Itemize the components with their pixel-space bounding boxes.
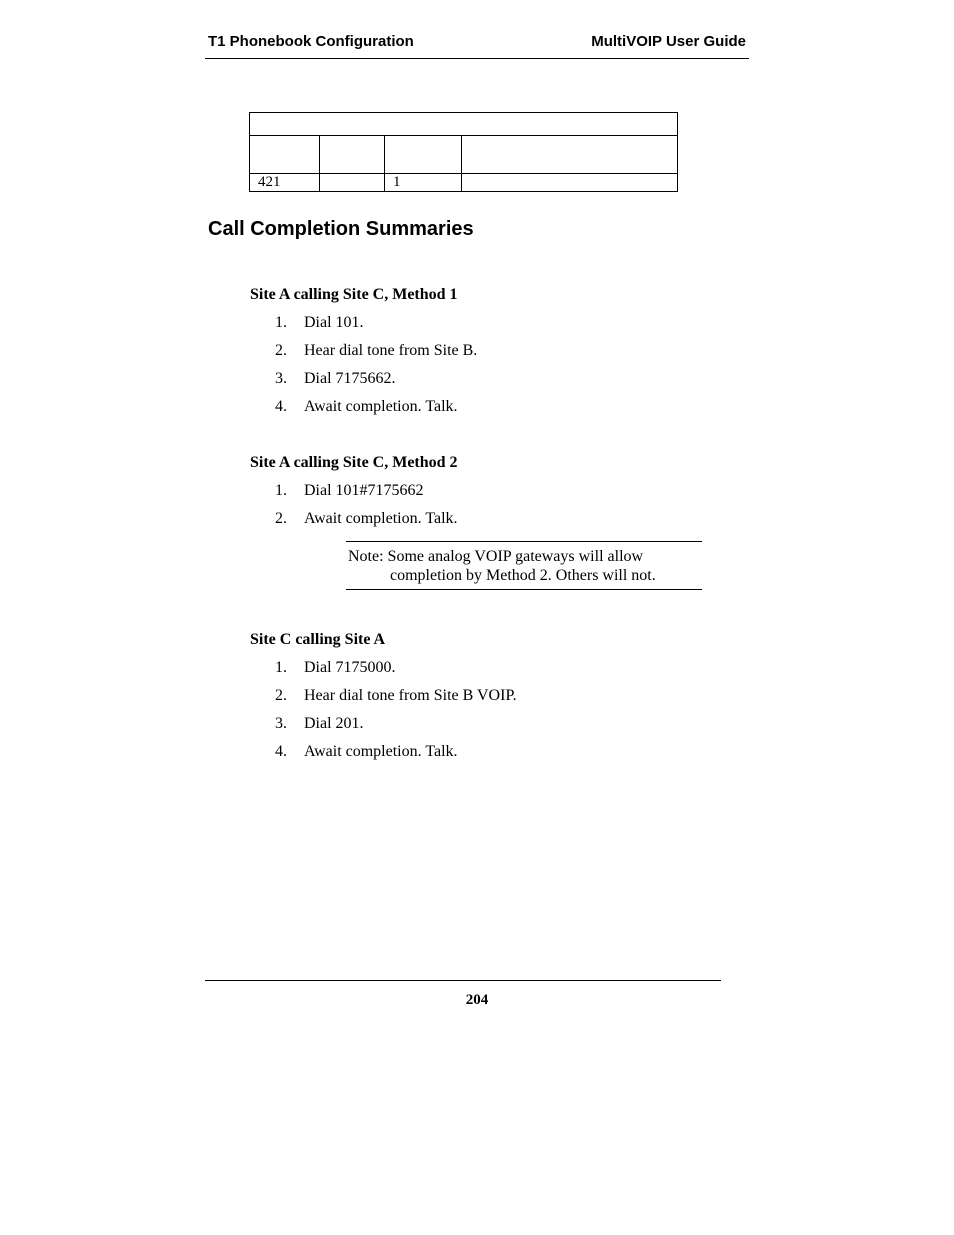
table-cell xyxy=(462,174,678,192)
note-line: Note: Some analog VOIP gateways will allow xyxy=(348,548,644,565)
list-number: 3. xyxy=(275,715,287,732)
phonebook-table xyxy=(249,112,678,192)
list-text: Dial 7175000. xyxy=(304,659,396,676)
table-row xyxy=(250,174,678,192)
list-item xyxy=(275,342,477,360)
table-cell xyxy=(320,136,385,174)
list-text: Dial 101. xyxy=(304,314,364,331)
list-number: 2. xyxy=(275,687,287,704)
list-text: Hear dial tone from Site B VOIP. xyxy=(304,687,517,704)
running-header-book-title: MultiVOIP User Guide xyxy=(591,33,746,50)
list-number: 1. xyxy=(275,659,287,676)
list-number: 1. xyxy=(275,482,287,499)
footer-rule xyxy=(205,980,721,981)
note-top-rule xyxy=(346,541,702,542)
list-number: 1. xyxy=(275,314,287,331)
list-item xyxy=(275,398,458,416)
note-line: completion by Method 2. Others will not. xyxy=(390,567,656,584)
list-number: 2. xyxy=(275,510,287,527)
page-number: 204 xyxy=(465,992,489,1008)
table-cell: 421 xyxy=(250,174,320,192)
header-rule xyxy=(205,58,749,59)
table-cell xyxy=(320,174,385,192)
list-item xyxy=(275,370,396,388)
list-text: Dial 7175662. xyxy=(304,370,396,387)
procedure-heading: Site A calling Site C, Method 2 xyxy=(250,454,458,471)
list-text: Dial 101#7175662 xyxy=(304,482,424,499)
list-item xyxy=(275,687,517,705)
list-item xyxy=(275,715,364,733)
list-item xyxy=(275,510,458,528)
list-number: 3. xyxy=(275,370,287,387)
list-number: 4. xyxy=(275,743,287,760)
table-cell xyxy=(385,136,462,174)
table-cell xyxy=(250,136,320,174)
list-text: Await completion. Talk. xyxy=(304,743,458,760)
list-item xyxy=(275,659,396,677)
list-text: Await completion. Talk. xyxy=(304,398,458,415)
section-title: Call Completion Summaries xyxy=(208,218,474,240)
list-number: 2. xyxy=(275,342,287,359)
list-text: Hear dial tone from Site B. xyxy=(304,342,478,359)
list-text: Await completion. Talk. xyxy=(304,510,458,527)
running-header-chapter: T1 Phonebook Configuration xyxy=(208,33,414,50)
list-item xyxy=(275,314,364,332)
note-bottom-rule xyxy=(346,589,702,590)
list-text: Dial 201. xyxy=(304,715,364,732)
list-item xyxy=(275,743,458,761)
table-row xyxy=(250,113,678,136)
procedure-heading: Site A calling Site C, Method 1 xyxy=(250,286,458,303)
table-cell xyxy=(462,136,678,174)
table-cell xyxy=(250,113,678,136)
table-cell: 1 xyxy=(385,174,462,192)
procedure-heading: Site C calling Site A xyxy=(250,631,386,648)
list-item xyxy=(275,482,424,500)
table-row xyxy=(250,136,678,174)
note xyxy=(348,547,656,585)
list-number: 4. xyxy=(275,398,287,415)
